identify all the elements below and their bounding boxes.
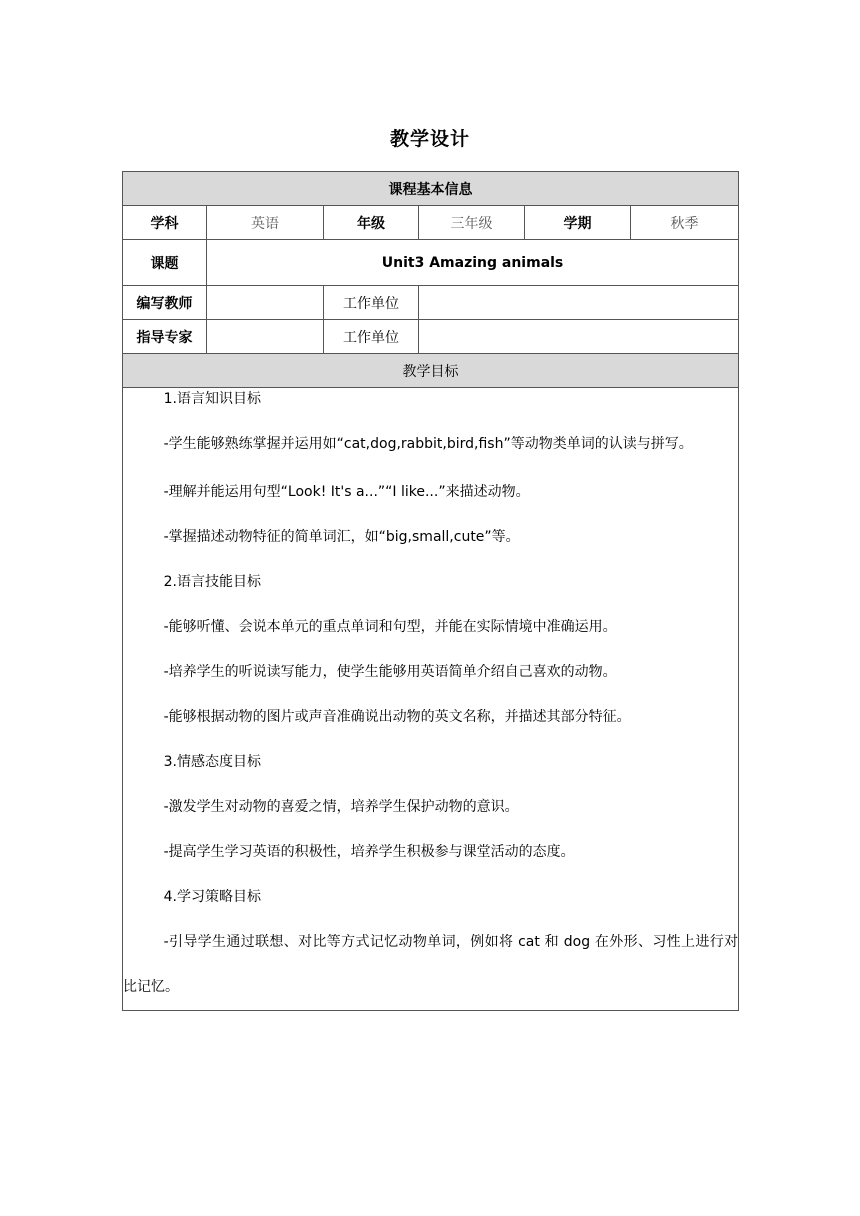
objective-line: 2.语言技能目标 [163,574,261,590]
objective-line: 1.语言知识目标 [163,391,261,407]
expert-label: 指导专家 [123,320,207,354]
objective-line: -引导学生通过联想、对比等方式记忆动物单词，例如将 cat 和 dog 在外形、习性上进行对比记忆。 [123,934,739,995]
objective-line: 4.学习策略目标 [163,889,261,905]
teacher-unit-label: 工作单位 [324,286,419,320]
grade-label: 年级 [324,206,419,240]
basic-info-title: 课程基本信息 [123,172,739,206]
expert-value [207,320,324,354]
subject-label: 学科 [123,206,207,240]
teacher-value [207,286,324,320]
objective-line: -提高学生学习英语的积极性，培养学生积极参与课堂活动的态度。 [163,844,575,860]
term-value: 秋季 [631,206,739,240]
objectives-title: 教学目标 [123,354,739,388]
term-label: 学期 [525,206,631,240]
basic-info-header-row [123,172,739,206]
objective-line: -培养学生的听说读写能力，使学生能够用英语简单介绍自己喜欢的动物。 [163,664,617,680]
expert-row [123,320,739,354]
topic-row [123,240,739,286]
objective-line: -能够根据动物的图片或声音准确说出动物的英文名称，并描述其部分特征。 [163,709,631,725]
teacher-label: 编写教师 [123,286,207,320]
objective-line: -激发学生对动物的喜爱之情，培养学生保护动物的意识。 [163,799,519,815]
topic-label: 课题 [123,240,207,286]
objective-line: -学生能够熟练掌握并运用如“cat,dog,rabbit,bird,fish”等动物类单词的认读与拼写。 [163,436,693,452]
topic-value: Unit3 Amazing animals [207,240,739,286]
objective-line: 3.情感态度目标 [163,754,261,770]
subject-row [123,206,739,240]
objective-line: -掌握描述动物特征的简单词汇，如“big,small,cute”等。 [163,529,520,545]
teacher-row [123,286,739,320]
expert-unit-label: 工作单位 [324,320,419,354]
expert-unit-value [419,320,739,354]
objectives-header-row [123,354,739,388]
teacher-unit-value [419,286,739,320]
objectives-row [123,388,739,1011]
objective-line: -理解并能运用句型“Look! It's a...”“I like...”来描述动物。 [163,484,530,500]
objective-line: -能够听懂、会说本单元的重点单词和句型，并能在实际情境中准确运用。 [163,619,617,635]
objectives-body [123,388,739,1011]
lesson-info-table [122,171,739,1011]
subject-value: 英语 [207,206,324,240]
document-title: 教学设计 [389,128,470,150]
grade-value: 三年级 [419,206,525,240]
